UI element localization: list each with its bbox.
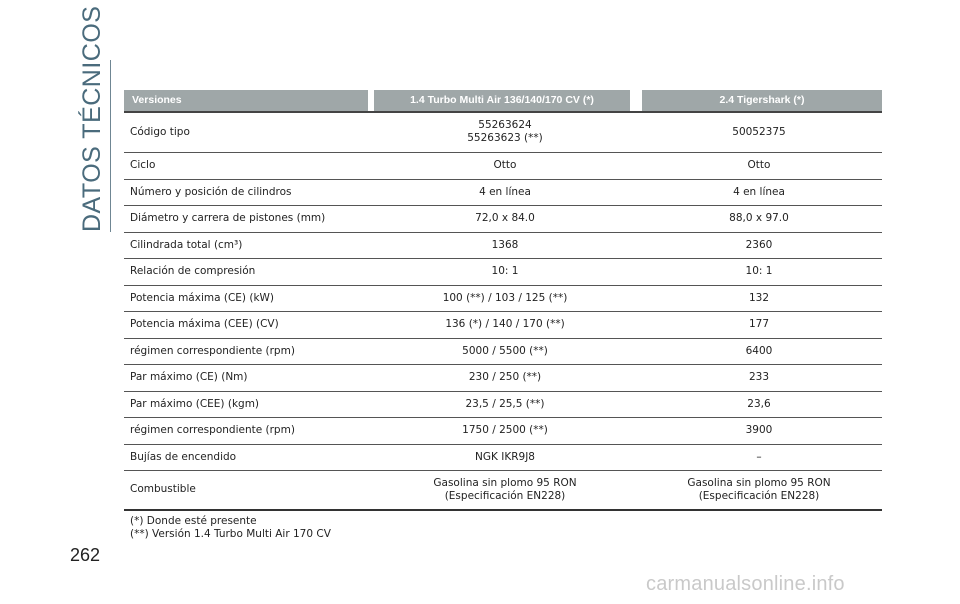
spec-value-tigershark — [636, 152, 882, 179]
table-row — [124, 444, 882, 470]
value-line: – — [756, 450, 762, 463]
spec-value-tigershark — [636, 364, 882, 391]
table-row — [124, 152, 882, 179]
value-line: 72,0 x 84.0 — [475, 212, 535, 224]
spec-value-tigershark — [636, 258, 882, 285]
table-row — [124, 470, 882, 510]
section-title: DATOS TÉCNICOS — [78, 5, 106, 232]
value-line: 100 (**) / 103 / 125 (**) — [442, 291, 568, 304]
spec-value-tigershark — [636, 338, 882, 364]
spec-label: Diámetro y carrera de pistones (mm) — [124, 205, 374, 232]
value-line: 88,0 x 97.0 — [729, 212, 789, 224]
spec-value-turbo-multiair — [374, 391, 636, 417]
value-line: Otto — [493, 159, 517, 171]
value-line: 1750 / 2500 (**) — [462, 424, 548, 436]
value-line: 4 en línea — [479, 185, 531, 198]
value-line: 230 / 250 (**) — [468, 371, 542, 383]
value-line: 10: 1 — [491, 265, 519, 277]
spec-value-turbo-multiair — [374, 444, 636, 470]
value-line: 4 en línea — [733, 185, 785, 198]
value-line: Otto — [747, 159, 771, 171]
spec-value-tigershark — [636, 232, 882, 258]
table-row — [124, 258, 882, 285]
table-row — [124, 311, 882, 338]
watermark-text: carmanualsonline.info — [646, 573, 845, 595]
table-row — [124, 364, 882, 391]
spec-value-tigershark — [636, 311, 882, 338]
spec-value-turbo-multiair — [374, 112, 636, 152]
table-row — [124, 232, 882, 258]
table-row — [124, 205, 882, 232]
spec-label: régimen correspondiente (rpm) — [124, 338, 374, 364]
spec-value-turbo-multiair — [374, 417, 636, 444]
spec-label: Número y posición de cilindros — [124, 179, 374, 205]
spec-value-tigershark — [636, 285, 882, 311]
spec-value-tigershark — [636, 205, 882, 232]
value-line: NGK IKR9J8 — [475, 450, 535, 463]
spec-label: Ciclo — [124, 152, 374, 179]
value-line: (Especificación EN228) — [444, 489, 566, 502]
spec-label: Potencia máxima (CEE) (CV) — [124, 311, 374, 338]
spec-value-turbo-multiair — [374, 364, 636, 391]
spec-value-tigershark — [636, 417, 882, 444]
spec-label: Combustible — [124, 470, 374, 510]
value-line: 233 — [748, 371, 770, 383]
engine-spec-table — [124, 90, 882, 511]
value-line: 23,5 / 25,5 (**) — [465, 397, 545, 410]
value-line: 2360 — [745, 238, 773, 251]
value-line: (Especificación EN228) — [698, 489, 820, 502]
spec-value-tigershark — [636, 112, 882, 152]
spec-value-tigershark — [636, 444, 882, 470]
spec-value-turbo-multiair — [374, 179, 636, 205]
page-number: 262 — [70, 545, 101, 565]
spec-label: Cilindrada total (cm³) — [124, 232, 374, 258]
footnote: (*) Donde esté presente — [130, 515, 257, 527]
section-title-rule — [110, 60, 111, 232]
spec-label: régimen correspondiente (rpm) — [124, 417, 374, 444]
spec-label: Potencia máxima (CE) (kW) — [124, 285, 374, 311]
table-header-row — [124, 90, 882, 112]
value-line: 10: 1 — [745, 265, 773, 277]
value-line: 3900 — [745, 424, 773, 436]
table-row — [124, 179, 882, 205]
footnote: (**) Versión 1.4 Turbo Multi Air 170 CV — [130, 528, 331, 540]
spec-value-turbo-multiair — [374, 338, 636, 364]
value-line: 50052375 — [732, 125, 786, 138]
value-line: 1368 — [491, 238, 519, 251]
value-line: 177 — [748, 318, 770, 330]
value-line: 55263624 — [478, 119, 532, 132]
spec-value-turbo-multiair — [374, 285, 636, 311]
spec-value-turbo-multiair — [374, 205, 636, 232]
spec-value-tigershark — [636, 470, 882, 510]
table-row — [124, 391, 882, 417]
spec-label: Código tipo — [124, 112, 374, 152]
spec-value-turbo-multiair — [374, 152, 636, 179]
value-line: Gasolina sin plomo 95 RON — [433, 476, 577, 489]
table-body — [124, 112, 882, 510]
spec-value-tigershark — [636, 391, 882, 417]
value-line: 5000 / 5500 (**) — [462, 344, 548, 357]
table-row — [124, 112, 882, 152]
spec-label: Bujías de encendido — [124, 444, 374, 470]
spec-value-turbo-multiair — [374, 232, 636, 258]
spec-value-turbo-multiair — [374, 311, 636, 338]
value-line: Gasolina sin plomo 95 RON — [687, 476, 831, 489]
value-line: 23,6 — [747, 397, 771, 410]
spec-value-turbo-multiair — [374, 470, 636, 510]
header-versions: Versiones — [124, 90, 374, 112]
footnotes — [130, 515, 331, 541]
value-line: 55263623 (**) — [467, 132, 543, 145]
header-turbo-multiair: 1.4 Turbo Multi Air 136/140/170 CV (*) — [374, 90, 636, 112]
spec-label: Par máximo (CEE) (kgm) — [124, 391, 374, 417]
table-row — [124, 338, 882, 364]
spec-label: Par máximo (CE) (Nm) — [124, 364, 374, 391]
spec-value-tigershark — [636, 179, 882, 205]
spec-label: Relación de compresión — [124, 258, 374, 285]
value-line: 132 — [748, 291, 770, 304]
spec-value-turbo-multiair — [374, 258, 636, 285]
value-line: 136 (*) / 140 / 170 (**) — [445, 318, 565, 330]
value-line: 6400 — [745, 344, 773, 357]
header-tigershark: 2.4 Tigershark (*) — [636, 90, 882, 112]
table-row — [124, 285, 882, 311]
table-row — [124, 417, 882, 444]
